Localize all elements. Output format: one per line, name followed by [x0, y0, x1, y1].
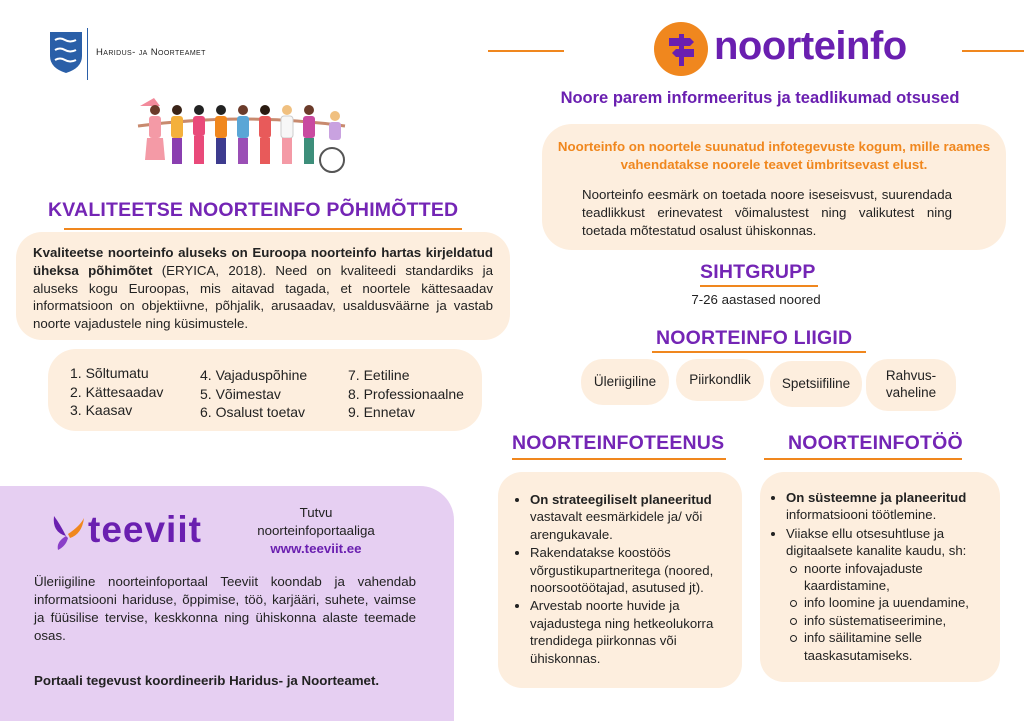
target-group-heading: SIHTGRUPP: [700, 261, 816, 283]
type-chip-national: Üleriigiline: [581, 359, 669, 405]
ministry-name: Haridus- ja Noorteamet: [96, 47, 206, 58]
teeviit-cta: [236, 504, 396, 558]
decor-line-right: [962, 50, 1024, 52]
type-chip-international: Rahvus- vaheline: [866, 359, 956, 411]
teeviit-cta-line2: noorteinfoportaaliga: [257, 523, 375, 538]
work-subitem: info loomine ja uuendamine,: [804, 594, 998, 611]
principle-item: 3. Kaasav: [70, 402, 133, 418]
principle-item: 2. Kättesaadav: [70, 383, 164, 400]
work-item-2-text: Viiakse ellu otsesuhtluse ja digitaalsete kanalite kaudu, sh:: [786, 525, 967, 559]
principles-intro-rest: (ERYICA, 2018). Need on kvaliteedi standardiks ja aluseks kogu Euroopas, mis aitavad tagada, et noortele kättesaadav informatsioon on objektiivne, põhjalik, arusaadav, usaldusväärne ja vastab noorte vajadustele ning küsimustele.: [33, 262, 493, 332]
principle-item: 7. Eetiline: [348, 367, 410, 383]
estonian-coat-of-arms-icon: [48, 30, 84, 74]
service-item: • Rakendatakse koostöös võrgustikupartneritega (noored, noorsootöötajad, asutused jt).: [530, 544, 738, 596]
signpost-icon: [654, 22, 708, 76]
target-group-underline: [700, 285, 818, 287]
intro-body: Noorteinfo eesmärk on toetada noore iseseisvust, suurendada teadlikkust erinevatest võimalustest ning valikutest ning toetada mõtestatud osalust ühiskonnas.: [582, 187, 952, 238]
teeviit-url-link[interactable]: www.teeviit.ee: [270, 541, 362, 556]
brand-name: noorteinfo: [714, 24, 907, 68]
work-list: [770, 489, 998, 665]
service-underline: [512, 458, 726, 460]
work-heading: NOORTEINFOTÖÖ: [788, 432, 963, 454]
service-item-1-bold: On strateegiliselt planeeritud: [530, 492, 712, 507]
work-item-1-bold: On süsteemne ja planeeritud: [786, 490, 967, 505]
principle-item: 1. Sõltumatu: [70, 365, 149, 381]
principle-item: 5. Võimestav: [200, 385, 281, 402]
work-underline: [764, 458, 962, 460]
principles-list-col1: [70, 364, 163, 420]
service-list: [514, 491, 738, 668]
target-group-value: 7-26 aastased noored: [691, 292, 821, 307]
teeviit-logo-text: teeviit: [88, 509, 202, 550]
principle-item: 4. Vajaduspõhine: [200, 367, 308, 383]
teeviit-description: Üleriigiline noorteinfoportaal Teeviit koondab ja vahendab informatsiooni hariduse, õppimise, töö, karjääri, suhete, vaimse ja füüsilise tervise, keskkonna ning ühiskonna alaste teemade osas.: [34, 574, 416, 643]
service-item: [530, 491, 738, 543]
principles-list-col3: [348, 366, 464, 422]
type-chip-specific: Spetsiifiline: [770, 361, 862, 407]
principles-intro-bold: Kvaliteetse noorteinfo aluseks on Euroopa noorteinfo hartas kirjeldatud üheksa põhimõtet: [33, 245, 493, 278]
teeviit-cta-line1: Tutvu: [299, 505, 333, 520]
header-divider: [87, 28, 88, 80]
principles-list-col2: [200, 366, 307, 422]
principle-item: 6. Osalust toetav: [200, 404, 306, 420]
type-chip-regional: Piirkondlik: [676, 359, 764, 401]
principles-heading: KVALITEETSE NOORTEINFO PÕHIMÕTTED: [48, 199, 459, 221]
work-item-1-rest: informatsiooni töötlemine.: [786, 507, 937, 523]
work-sublist: [786, 560, 998, 664]
principles-intro: [33, 244, 493, 333]
types-heading: NOORTEINFO LIIGID: [656, 327, 853, 349]
decor-line-left: [488, 50, 564, 52]
work-subitem: info säilitamine selle taaskasutamiseks.: [804, 629, 998, 664]
intro-highlight: Noorteinfo on noortele suunatud infotegevuste kogum, mille raames vahendatakse noorele teavet ümbritsevast elust.: [557, 139, 991, 172]
service-heading: NOORTEINFOTEENUS: [512, 432, 725, 454]
types-underline: [652, 351, 866, 353]
principle-item: 8. Professionaalne: [348, 385, 464, 402]
work-item: [786, 525, 998, 664]
tagline: Noore parem informeeritus ja teadlikumad otsused: [560, 89, 960, 107]
work-subitem: info süstematiseerimine,: [804, 612, 998, 629]
service-item-1-rest: vastavalt eesmärkidele ja/ või arengukavale.: [530, 509, 703, 542]
principle-item: 9. Ennetav: [348, 404, 415, 420]
service-item: • Arvestab noorte huvide ja vajadustega ning hetkeolukorra trendidega piirkonnas või ühiskonnas.: [530, 597, 738, 667]
principles-underline: [64, 228, 462, 230]
teeviit-butterfly-icon: [50, 512, 86, 552]
work-item: [786, 489, 998, 524]
work-subitem: noorte infovajaduste kaardistamine,: [804, 560, 998, 595]
teeviit-coordinator: Portaali tegevust koordineerib Haridus- ja Noorteamet.: [34, 673, 380, 688]
people-illustration: [130, 96, 360, 178]
